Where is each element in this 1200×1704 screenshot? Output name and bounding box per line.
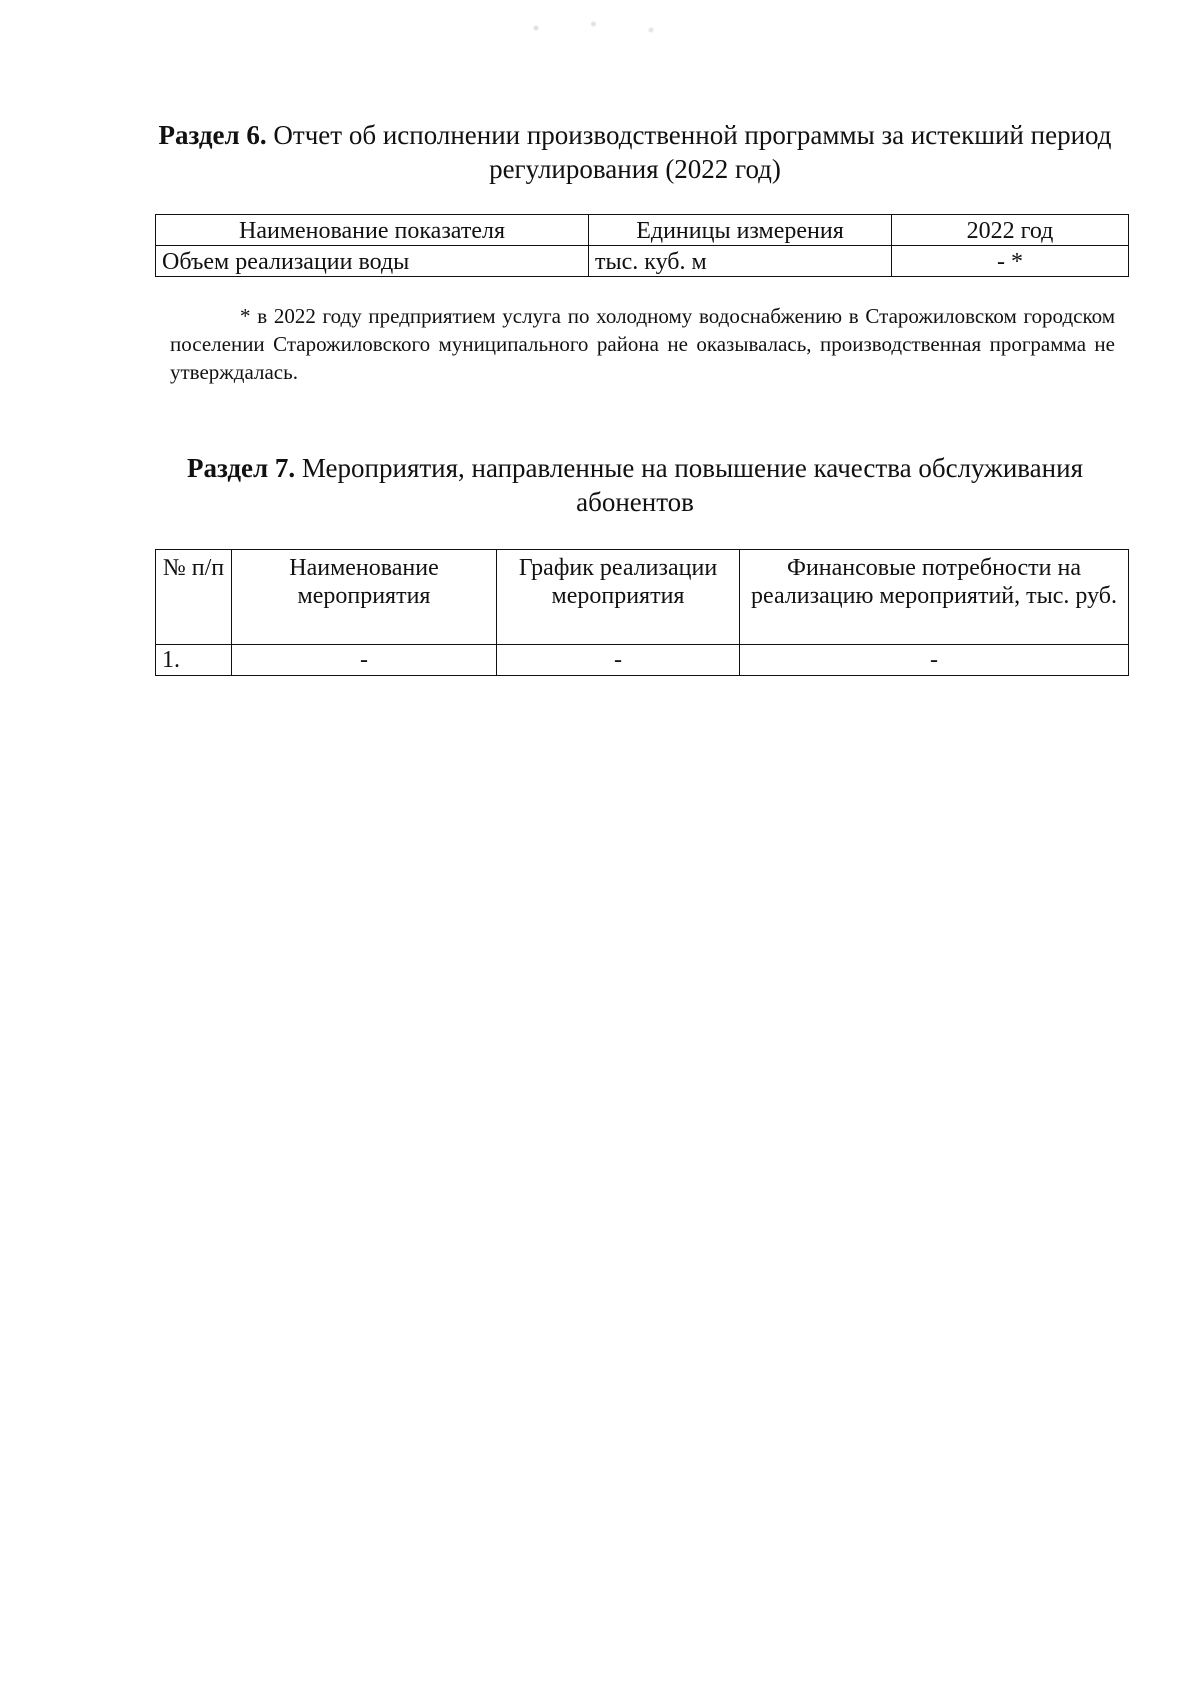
cell-financial-needs: -	[740, 645, 1129, 676]
table-row	[156, 645, 1129, 676]
cell-indicator-name: Объем реализации воды	[156, 246, 589, 277]
section-7-title	[150, 451, 1120, 519]
cell-measure-name: -	[232, 645, 497, 676]
header-measure-name: Наименование мероприятия	[232, 550, 497, 645]
section-7-title-text: Мероприятия, направленные на повышение качества обслуживания абонентов	[295, 453, 1083, 517]
cell-number: 1.	[156, 645, 232, 676]
section-7-title-bold: Раздел 7.	[187, 453, 296, 483]
section-6-title	[150, 118, 1120, 186]
header-financial-needs: Финансовые потребности на реализацию мероприятий, тыс. руб.	[740, 550, 1129, 645]
table-header-row	[156, 550, 1129, 645]
cell-units: тыс. куб. м	[589, 246, 892, 277]
cell-year-value: - *	[892, 246, 1129, 277]
cell-schedule: -	[497, 645, 740, 676]
table-row	[156, 246, 1129, 277]
section-6-title-text: Отчет об исполнении производственной программы за истекший период регулирования (2022 год)	[266, 120, 1112, 184]
header-schedule: График реализации мероприятия	[497, 550, 740, 645]
header-number: № п/п	[156, 550, 232, 645]
footnote: * в 2022 году предприятием услуга по холодному водоснабжению в Старожиловском городском поселении Старожиловского муниципального района не оказывалась, производственная программа не утверждалась.	[170, 304, 1115, 384]
scan-artifact	[490, 8, 720, 48]
production-program-table	[155, 214, 1129, 277]
section-6-title-bold: Раздел 6.	[158, 120, 267, 150]
header-indicator-name: Наименование показателя	[156, 215, 589, 246]
measures-table	[155, 549, 1129, 676]
header-year: 2022 год	[892, 215, 1129, 246]
header-units: Единицы измерения	[589, 215, 892, 246]
table-header-row	[156, 215, 1129, 246]
